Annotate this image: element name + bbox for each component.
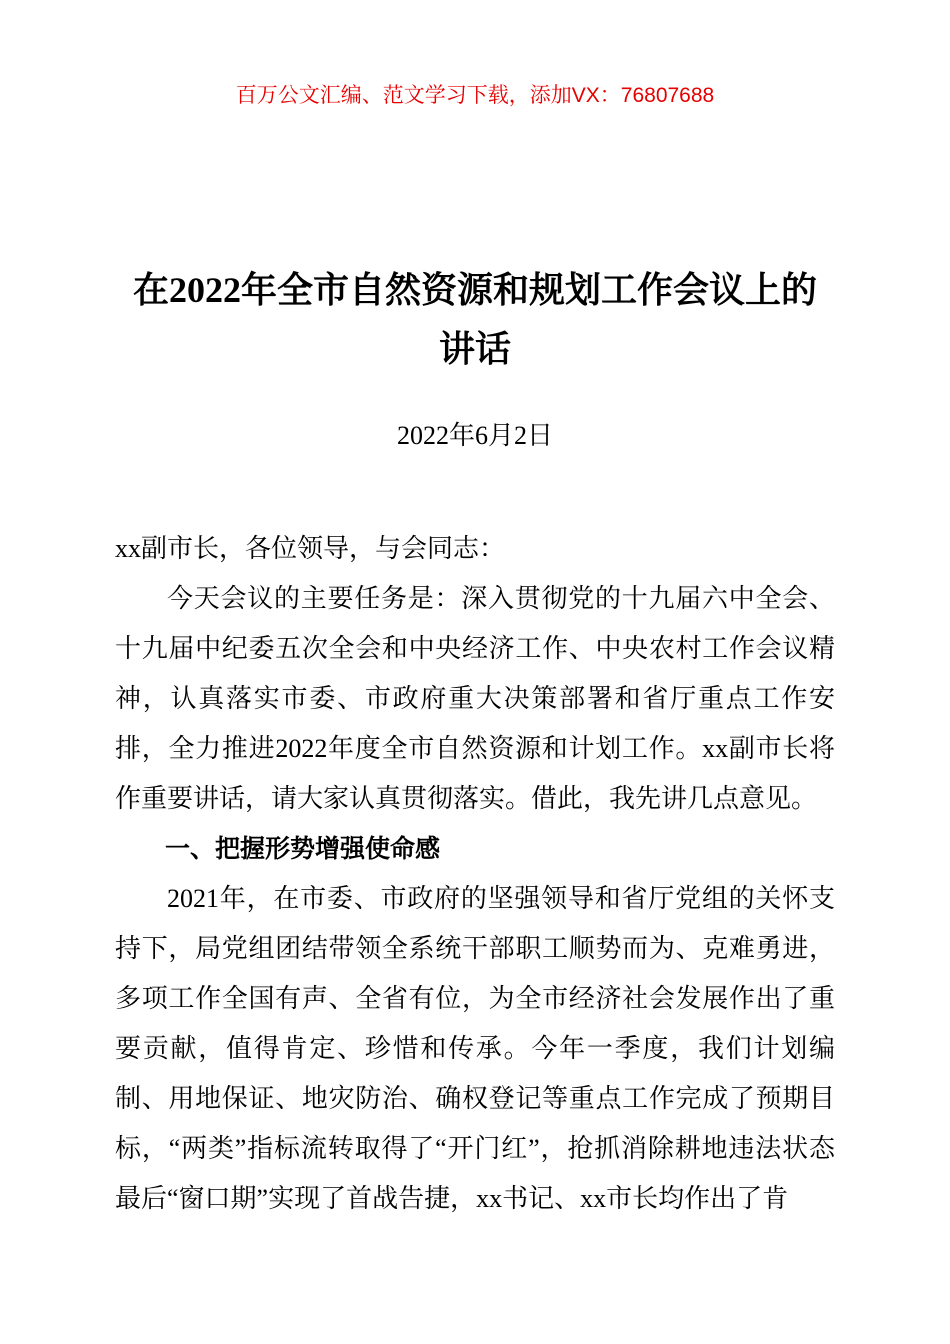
promo-banner-text: 百万公文汇编、范文学习下载，添加VX：76807688 bbox=[235, 84, 715, 107]
document-title-line-1: 在2022年全市自然资源和规划工作会议上的 bbox=[132, 270, 817, 311]
document-body bbox=[115, 524, 835, 1224]
document-title bbox=[115, 261, 835, 378]
paragraph-1: 今天会议的主要任务是：深入贯彻党的十九届六中全会、十九届中纪委五次全会和中央经济工作、中央农村工作会议精神，认真落实市委、市政府重大决策部署和省厅重点工作安排，全力推进2022年度全市自然资源和计划工作。xx副市长将作重要讲话，请大家认真贯彻落实。借此，我先讲几点意见。 bbox=[115, 584, 835, 814]
document-date: 2022年6月2日 bbox=[396, 420, 553, 450]
document-title-line-2: 讲话 bbox=[438, 328, 511, 369]
paragraph-2: 2021年，在市委、市政府的坚强领导和省厅党组的关怀支持下，局党组团结带领全系统干部职工顺势而为、克难勇进，多项工作全国有声、全省有位，为全市经济社会发展作出了重要贡献，值得肯定、珍惜和传承。今年一季度，我们计划编制、用地保证、地灾防治、确权登记等重点工作完成了预期目标，“两类”指标流转取得了“开门红”，抢抓消除耕地违法状态最后“窗口期”实现了首战告捷，xx书记、xx市长均作出了肯 bbox=[115, 884, 835, 1214]
salutation: xx副市长，各位领导，与会同志： bbox=[115, 534, 506, 564]
section-heading-1: 一、把握形势增强使命感 bbox=[165, 835, 441, 864]
